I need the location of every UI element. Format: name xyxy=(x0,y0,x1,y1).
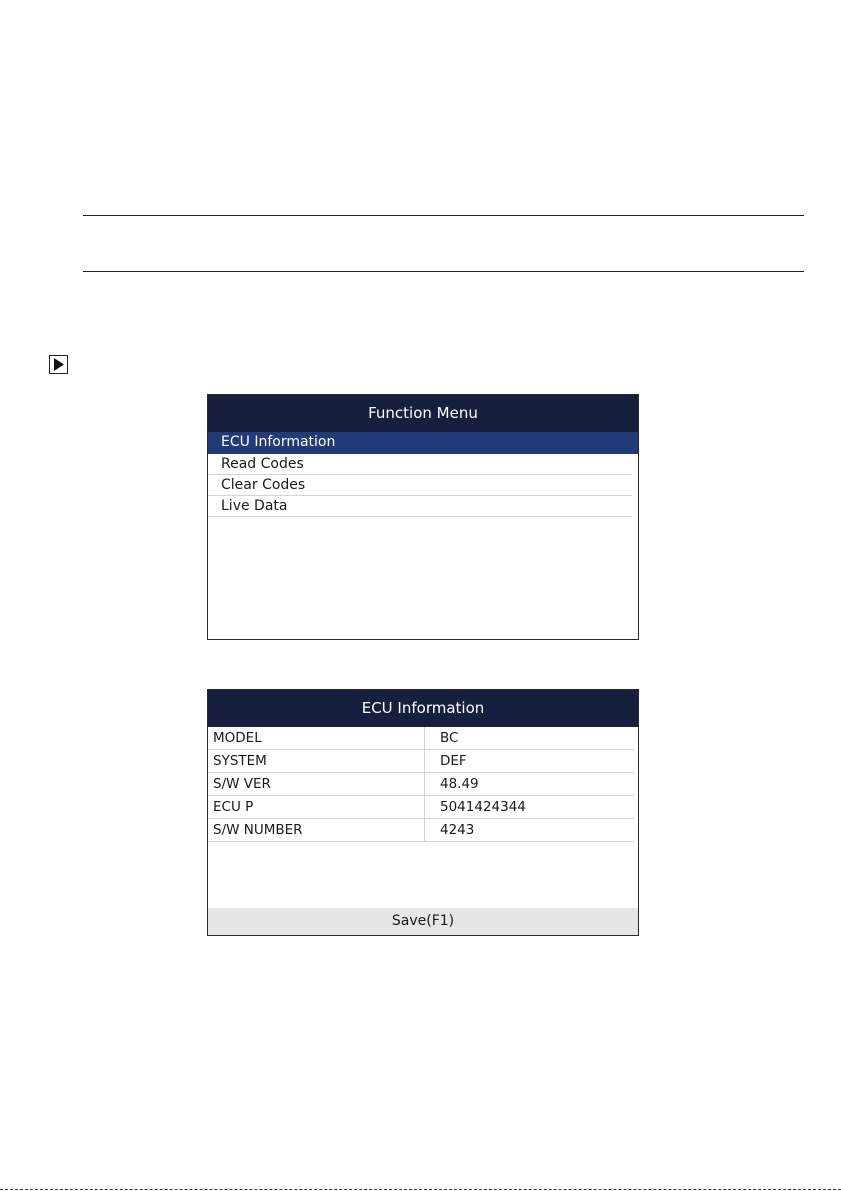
ecu-information-title: ECU Information xyxy=(208,690,638,727)
ecu-info-table xyxy=(208,727,634,842)
save-button[interactable]: Save(F1) xyxy=(208,908,638,935)
ecu-row-label: S/W VER xyxy=(208,773,425,796)
ecu-row-label: ECU P xyxy=(208,796,425,819)
ecu-row-label: MODEL xyxy=(208,727,425,750)
ecu-row-value: 4243 xyxy=(425,819,635,842)
menu-item-read-codes[interactable]: Read Codes xyxy=(208,454,632,475)
table-row xyxy=(208,773,634,796)
ecu-information-screen xyxy=(207,689,639,936)
ecu-row-value: 48.49 xyxy=(425,773,635,796)
divider-top xyxy=(83,215,804,216)
menu-item-live-data[interactable]: Live Data xyxy=(208,496,632,517)
table-row xyxy=(208,727,634,750)
table-row xyxy=(208,750,634,773)
ecu-row-value: BC xyxy=(425,727,635,750)
ecu-row-label: S/W NUMBER xyxy=(208,819,425,842)
ecu-row-value: DEF xyxy=(425,750,635,773)
menu-item-clear-codes[interactable]: Clear Codes xyxy=(208,475,632,496)
table-row xyxy=(208,819,634,842)
table-row xyxy=(208,796,634,819)
function-menu-title: Function Menu xyxy=(208,395,638,432)
divider-bottom xyxy=(83,271,804,272)
menu-item-ecu-information[interactable]: ECU Information xyxy=(208,432,638,454)
function-menu-screen xyxy=(207,394,639,640)
play-triangle-icon xyxy=(49,355,68,374)
ecu-row-label: SYSTEM xyxy=(208,750,425,773)
ecu-row-value: 5041424344 xyxy=(425,796,635,819)
page-bottom-border xyxy=(0,1189,841,1190)
function-menu-list xyxy=(208,432,638,517)
